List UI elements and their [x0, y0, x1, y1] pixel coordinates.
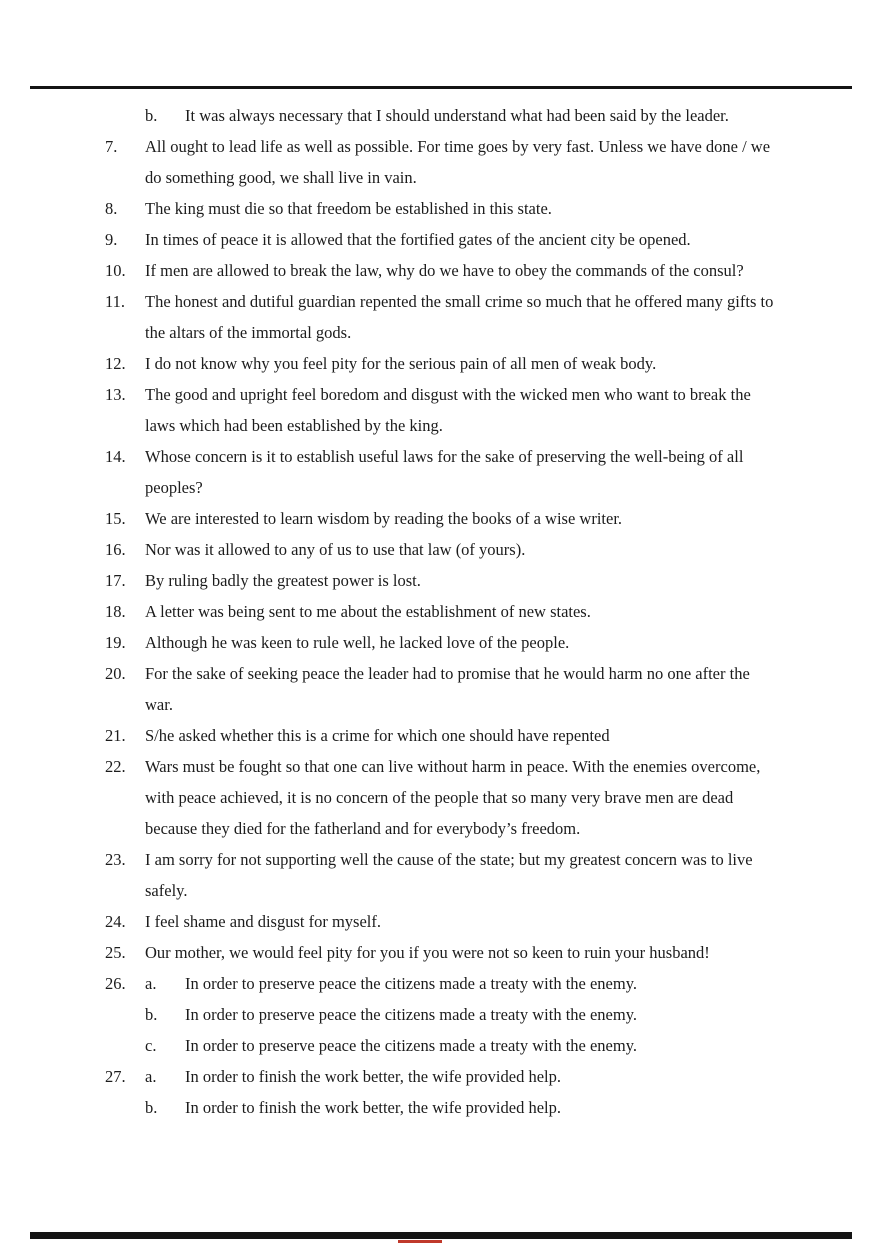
item-text: In order to preserve peace the citizens made a treaty with the enemy.	[185, 1005, 638, 1024]
item-number: 21.	[105, 726, 126, 745]
item-number: 10.	[105, 261, 126, 280]
list-item	[105, 503, 777, 534]
item-text: The good and upright feel boredom and disgust with the wicked men who want to break the laws which had been established by the king.	[145, 385, 751, 435]
item-text: By ruling badly the greatest power is lost.	[145, 571, 421, 590]
list-item	[105, 844, 777, 906]
item-letter: c.	[145, 1036, 157, 1055]
item-number: 15.	[105, 509, 126, 528]
item-number: 18.	[105, 602, 126, 621]
item-number: 27.	[105, 1067, 126, 1086]
item-number: 11.	[105, 292, 126, 311]
item-text: In order to finish the work better, the wife provided help.	[185, 1067, 561, 1086]
list-item	[105, 658, 777, 720]
item-text: Although he was keen to rule well, he lacked love of the people.	[145, 633, 570, 652]
item-text: In order to preserve peace the citizens made a treaty with the enemy.	[185, 1036, 638, 1055]
item-letter: b.	[145, 106, 158, 125]
item-number: 19.	[105, 633, 126, 652]
list-item	[105, 565, 777, 596]
item-number: 8.	[105, 199, 118, 218]
item-text: For the sake of seeking peace the leader had to promise that he would harm no one after the war.	[145, 664, 750, 714]
item-number: 9.	[105, 230, 118, 249]
list-item	[105, 224, 777, 255]
list-item	[105, 906, 777, 937]
item-number: 20.	[105, 664, 126, 683]
item-text: All ought to lead life as well as possible. For time goes by very fast. Unless we have done / we do something good, we shall live in vain.	[145, 137, 771, 187]
item-letter: b.	[145, 1098, 158, 1117]
list-item	[105, 627, 777, 658]
item-text: In times of peace it is allowed that the fortified gates of the ancient city be opened.	[145, 230, 691, 249]
red-accent-mark	[398, 1240, 442, 1243]
item-number: 14.	[105, 447, 126, 466]
list-item	[105, 999, 777, 1030]
item-letter: a.	[145, 1067, 157, 1086]
item-number: 26.	[105, 974, 126, 993]
item-text: A letter was being sent to me about the establishment of new states.	[145, 602, 591, 621]
item-number: 17.	[105, 571, 126, 590]
list-item	[105, 751, 777, 844]
document-body	[105, 100, 777, 1123]
item-number: 25.	[105, 943, 126, 962]
item-number: 23.	[105, 850, 126, 869]
item-text: Nor was it allowed to any of us to use that law (of yours).	[145, 540, 526, 559]
item-text: I do not know why you feel pity for the serious pain of all men of weak body.	[145, 354, 657, 373]
item-text: In order to finish the work better, the wife provided help.	[185, 1098, 561, 1117]
item-number: 7.	[105, 137, 118, 156]
list-item	[105, 968, 777, 999]
item-number: 22.	[105, 757, 126, 776]
list-item	[105, 1092, 777, 1123]
list-item	[105, 1061, 777, 1092]
item-letter: a.	[145, 974, 157, 993]
item-text: Wars must be fought so that one can live without harm in peace. With the enemies overcome, with peace achieved, it is no concern of the people that so many very brave men are dead because they died for the fatherland and for everybody’s freedom.	[145, 757, 761, 838]
list-item	[105, 193, 777, 224]
item-letter: b.	[145, 1005, 158, 1024]
item-number: 16.	[105, 540, 126, 559]
list-item	[105, 100, 777, 131]
item-text: I am sorry for not supporting well the cause of the state; but my greatest concern was to live safely.	[145, 850, 753, 900]
item-text: The king must die so that freedom be established in this state.	[145, 199, 552, 218]
list-item	[105, 379, 777, 441]
list-item	[105, 348, 777, 379]
list-item	[105, 441, 777, 503]
list-item	[105, 286, 777, 348]
item-text: We are interested to learn wisdom by reading the books of a wise writer.	[145, 509, 623, 528]
scan-artifact-bottom-bar	[30, 1232, 852, 1239]
item-text: S/he asked whether this is a crime for which one should have repented	[145, 726, 610, 745]
list-item	[105, 255, 777, 286]
item-text: Our mother, we would feel pity for you if you were not so keen to ruin your husband!	[145, 943, 710, 962]
item-text: The honest and dutiful guardian repented the small crime so much that he offered many gifts to the altars of the immortal gods.	[145, 292, 774, 342]
list-item	[105, 1030, 777, 1061]
item-text: If men are allowed to break the law, why do we have to obey the commands of the consul?	[145, 261, 744, 280]
item-text: It was always necessary that I should understand what had been said by the leader.	[185, 106, 729, 125]
list-item	[105, 131, 777, 193]
item-number: 24.	[105, 912, 126, 931]
item-text: Whose concern is it to establish useful laws for the sake of preserving the well-being of all peoples?	[145, 447, 744, 497]
list-item	[105, 720, 777, 751]
item-number: 12.	[105, 354, 126, 373]
scan-artifact-top-bar	[30, 86, 852, 89]
list-item	[105, 937, 777, 968]
item-text: In order to preserve peace the citizens made a treaty with the enemy.	[185, 974, 638, 993]
item-number: 13.	[105, 385, 126, 404]
list-item	[105, 596, 777, 627]
item-text: I feel shame and disgust for myself.	[145, 912, 381, 931]
list-item	[105, 534, 777, 565]
